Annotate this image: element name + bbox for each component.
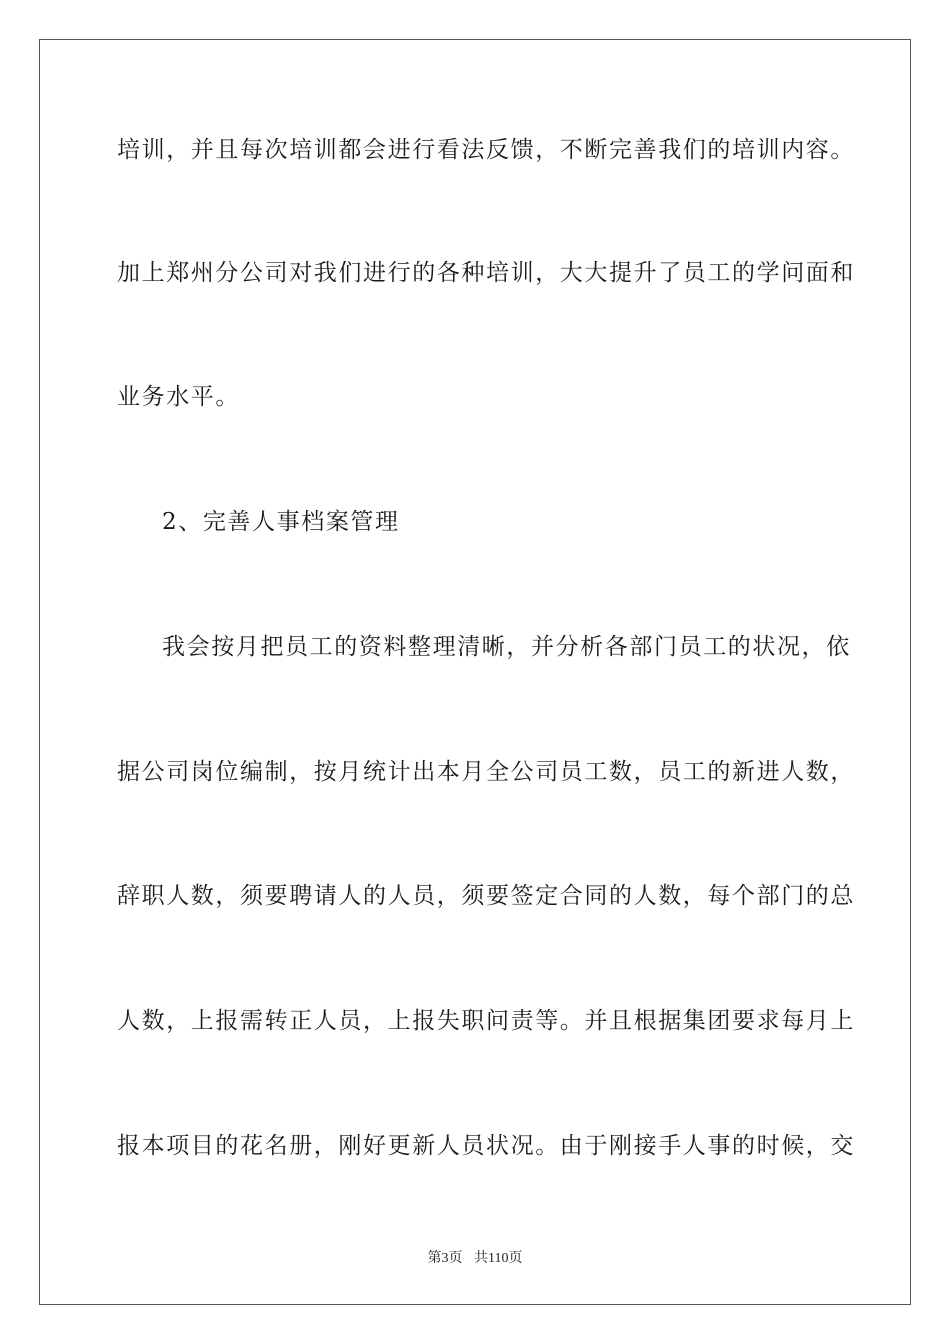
body-text-line: 据公司岗位编制，按月统计出本月全公司员工数，员工的新进人数， <box>117 759 855 785</box>
page-border <box>39 39 911 1305</box>
section-heading: 2、完善人事档案管理 <box>162 509 400 535</box>
page-total: 共110页 <box>474 1251 523 1266</box>
body-text-line: 辞职人数，须要聘请人的人员，须要签定合同的人数，每个部门的总 <box>117 883 855 909</box>
body-text-line: 报本项目的花名册，刚好更新人员状况。由于刚接手人事的时候，交 <box>117 1133 855 1159</box>
page-footer <box>0 1247 950 1267</box>
body-text-line: 人数，上报需转正人员，上报失职问责等。并且根据集团要求每月上 <box>117 1008 855 1034</box>
body-text-line: 加上郑州分公司对我们进行的各种培训，大大提升了员工的学问面和 <box>117 260 855 286</box>
body-text-line: 培训，并且每次培训都会进行看法反馈，不断完善我们的培训内容。 <box>117 137 855 163</box>
body-text-line: 业务水平。 <box>117 384 240 410</box>
body-text-line: 我会按月把员工的资料整理清晰，并分析各部门员工的状况，依 <box>162 634 851 660</box>
page-number: 第3页 <box>427 1251 463 1266</box>
